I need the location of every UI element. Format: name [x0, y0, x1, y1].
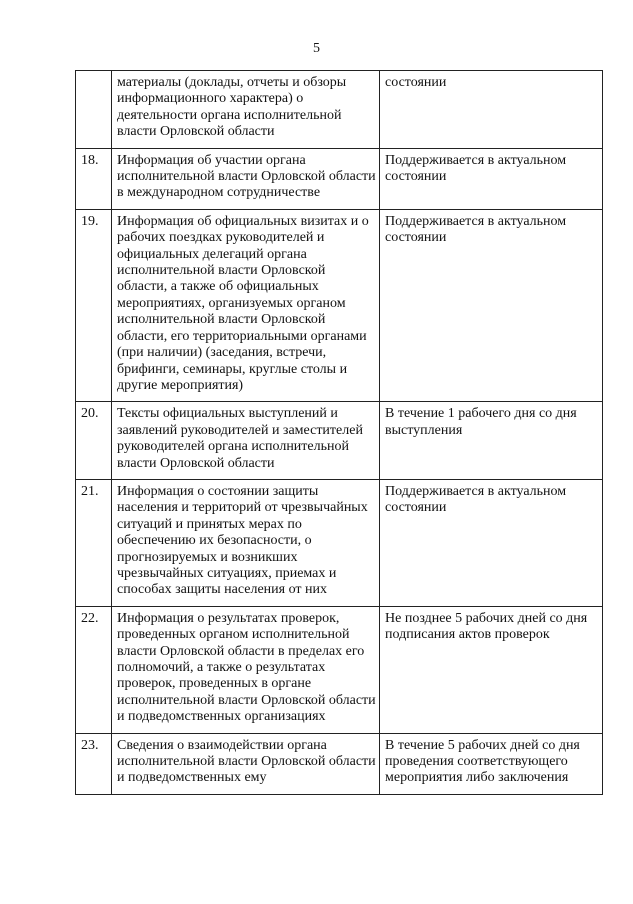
row-term: Не позднее 5 рабочих дней со дня подписания актов проверок: [380, 606, 603, 733]
row-number: 19.: [76, 209, 112, 401]
row-number: 22.: [76, 606, 112, 733]
row-description: Информация об официальных визитах и о рабочих поездках руководителей и официальных делегаций органа исполнительной власти Орловской области, а также об официальных мероприятиях, организуемых органом исполнительной власти Орловской области, его территориальными органами (при наличии) (заседания, встречи, брифинги, семинары, круглые столы и другие мероприятия): [112, 209, 380, 401]
row-number: 18.: [76, 148, 112, 209]
row-number: 20.: [76, 402, 112, 480]
row-description: Информация о состоянии защиты населения и территорий от чрезвычайных ситуаций и принятых мерах по обеспечению их безопасности, о прогнозируемых и возникших чрезвычайных ситуациях, приемах и способах защиты населения от них: [112, 479, 380, 606]
row-number: 23.: [76, 733, 112, 794]
row-term: Поддерживается в актуальном состоянии: [380, 148, 603, 209]
table-row: [76, 148, 603, 209]
row-term: состоянии: [380, 71, 603, 149]
row-description: Информация об участии органа исполнительной власти Орловской области в международном сотрудничестве: [112, 148, 380, 209]
row-number: 21.: [76, 479, 112, 606]
row-number: [76, 71, 112, 149]
row-description: Информация о результатах проверок, проведенных органом исполнительной власти Орловской области в пределах его полномочий, а также о результатах проверок, проведенных в органе исполнительной власти Орловской области и подведомственных организациях: [112, 606, 380, 733]
table-row: [76, 479, 603, 606]
row-term: В течение 5 рабочих дней со дня проведения соответствующего мероприятия либо заключения: [380, 733, 603, 794]
row-description: Сведения о взаимодействии органа исполнительной власти Орловской области и подведомственных ему: [112, 733, 380, 794]
table-row: [76, 209, 603, 401]
row-term: В течение 1 рабочего дня со дня выступления: [380, 402, 603, 480]
row-term: Поддерживается в актуальном состоянии: [380, 209, 603, 401]
page-number: 5: [313, 41, 320, 56]
document-table: [75, 70, 603, 795]
table-row: [76, 402, 603, 480]
row-term: Поддерживается в актуальном состоянии: [380, 479, 603, 606]
table-row: [76, 606, 603, 733]
row-description: Тексты официальных выступлений и заявлений руководителей и заместителей руководителей органа исполнительной власти Орловской области: [112, 402, 380, 480]
table-row: [76, 71, 603, 149]
table-row: [76, 733, 603, 794]
row-description: материалы (доклады, отчеты и обзоры информационного характера) о деятельности органа исполнительной власти Орловской области: [112, 71, 380, 149]
